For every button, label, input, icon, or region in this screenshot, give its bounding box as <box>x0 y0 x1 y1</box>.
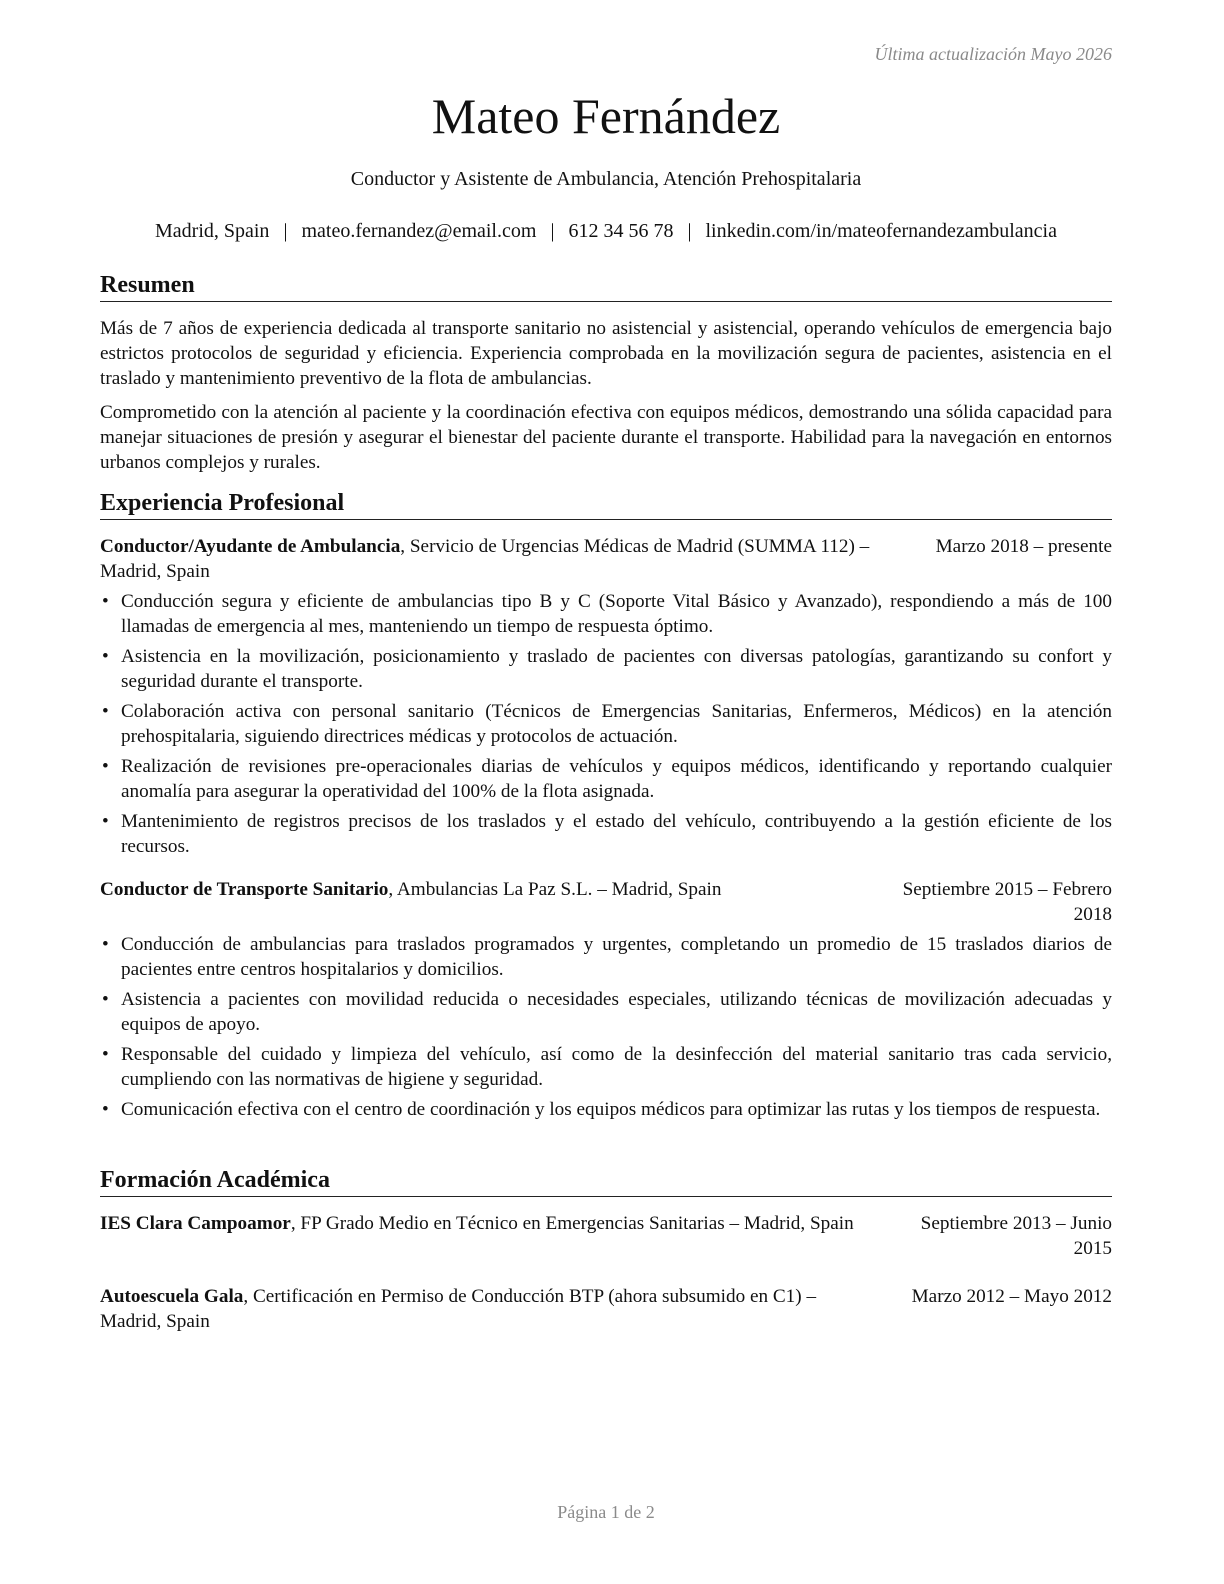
list-item <box>100 1042 1112 1092</box>
summary-section <box>100 270 1112 475</box>
contact-separator: | <box>550 220 555 242</box>
job-dates: Marzo 2018 – presente <box>935 536 1112 557</box>
bullet-text: Mantenimiento de registros precisos de los traslados y el estado del vehículo, contribuyendo a la gestión eficiente de los recursos. <box>121 811 1112 857</box>
list-item <box>100 809 1112 859</box>
summary-paragraph: Comprometido con la atención al paciente y la coordinación efectiva con equipos médicos, demostrando una sólida capacidad para manejar situaciones de presión y asegurar el bienestar del paciente durante el transporte. Habilidad para la navegación en entornos urbanos complejos y rurales. <box>100 402 1112 473</box>
education-header <box>100 1284 1112 1334</box>
education-entry <box>100 1284 1112 1334</box>
summary-body <box>100 316 1112 475</box>
bullet-dot: • <box>102 989 109 1010</box>
section-title-education: Formación Académica <box>100 1165 1112 1197</box>
bullet-dot: • <box>102 1044 109 1065</box>
bullet-dot: • <box>102 756 109 777</box>
education-institution: Autoescuela Gala <box>100 1286 244 1307</box>
education-institution: IES Clara Campoamor <box>100 1213 291 1234</box>
education-details: , FP Grado Medio en Técnico en Emergencias Sanitarias – Madrid, Spain <box>290 1213 854 1234</box>
bullet-text: Realización de revisiones pre-operacionales diarias de vehículos y equipos médicos, identificando y reportando cualquier anomalía para asegurar la operatividad del 100% de la flota asignada. <box>121 756 1112 802</box>
bullet-dot: • <box>102 934 109 955</box>
list-item <box>100 1097 1112 1122</box>
page-number: Página 1 de 2 <box>557 1502 655 1522</box>
bullet-dot: • <box>102 1099 109 1120</box>
contact-email[interactable]: mateo.fernandez@email.com <box>301 220 537 242</box>
contact-separator: | <box>283 220 288 242</box>
education-title-line <box>100 1284 880 1334</box>
job-dates: Septiembre 2015 – Febrero 2018 <box>902 879 1112 925</box>
bullet-dot: • <box>102 646 109 667</box>
contact-phone: 612 34 56 78 <box>568 220 674 242</box>
contact-separator: | <box>687 220 692 242</box>
bullet-text: Conducción segura y eficiente de ambulancias tipo B y C (Soporte Vital Básico y Avanzado), respondiendo a más de 100 llamadas de emergencia al mes, manteniendo un tiempo de respuesta óptimo. <box>121 591 1112 637</box>
job-entry <box>100 877 1112 1122</box>
education-dates: Marzo 2012 – Mayo 2012 <box>911 1286 1112 1307</box>
list-item <box>100 754 1112 804</box>
bullet-text: Colaboración activa con personal sanitario (Técnicos de Emergencias Sanitarias, Enfermeros, Médicos) en la atención prehospitalaria, siguiendo directrices médicas y protocolos de actuación. <box>121 701 1112 747</box>
job-role: Conductor/Ayudante de Ambulancia <box>100 536 401 557</box>
summary-paragraph: Más de 7 años de experiencia dedicada al transporte sanitario no asistencial y asistencial, operando vehículos de emergencia bajo estrictos protocolos de seguridad y eficiencia. Experiencia comprobada en la movilización segura de pacientes, asistencia en el traslado y mantenimiento preventivo de la flota de ambulancias. <box>100 318 1112 389</box>
bullet-dot: • <box>102 701 109 722</box>
experience-section <box>100 488 1112 1127</box>
education-entry <box>100 1211 1112 1261</box>
contact-line <box>100 218 1112 244</box>
last-updated-note: Última actualización Mayo 2026 <box>874 44 1112 64</box>
resume-page <box>100 0 1112 1584</box>
candidate-tagline: Conductor y Asistente de Ambulancia, Atención Prehospitalaria <box>350 168 862 190</box>
bullet-text: Conducción de ambulancias para traslados programados y urgentes, completando un promedio de 15 traslados diarios de pacientes entre centros hospitalarios y domicilios. <box>121 934 1112 980</box>
bullet-text: Asistencia a pacientes con movilidad reducida o necesidades especiales, utilizando técnicas de movilización adecuadas y equipos de apoyo. <box>121 989 1112 1035</box>
job-bullet-list <box>100 589 1112 859</box>
job-title-line <box>100 877 854 902</box>
job-role: Conductor de Transporte Sanitario <box>100 879 389 900</box>
list-item <box>100 699 1112 749</box>
section-title-experience: Experiencia Profesional <box>100 488 1112 520</box>
list-item <box>100 589 1112 639</box>
job-header <box>100 534 1112 584</box>
education-details: , Certificación en Permiso de Conducción BTP (ahora subsumido en C1) – Madrid, Spain <box>100 1286 817 1332</box>
education-section <box>100 1165 1112 1334</box>
job-bullet-list <box>100 932 1112 1122</box>
section-title-summary: Resumen <box>100 270 1112 302</box>
list-item <box>100 932 1112 982</box>
job-header <box>100 877 1112 927</box>
contact-linkedin[interactable]: linkedin.com/in/mateofernandezambulancia <box>705 220 1057 242</box>
job-entry <box>100 534 1112 859</box>
education-title-line <box>100 1211 880 1236</box>
list-item <box>100 987 1112 1037</box>
list-item <box>100 644 1112 694</box>
bullet-text: Responsable del cuidado y limpieza del vehículo, así como de la desinfección del material sanitario tras cada servicio, cumpliendo con las normativas de higiene y seguridad. <box>121 1044 1112 1090</box>
education-header <box>100 1211 1112 1261</box>
bullet-text: Comunicación efectiva con el centro de coordinación y los equipos médicos para optimizar las rutas y los tiempos de respuesta. <box>121 1099 1101 1120</box>
job-title-line <box>100 534 890 584</box>
contact-location: Madrid, Spain <box>155 220 270 242</box>
bullet-dot: • <box>102 591 109 612</box>
education-dates: Septiembre 2013 – Junio 2015 <box>920 1213 1112 1259</box>
job-details: , Ambulancias La Paz S.L. – Madrid, Spain <box>388 879 722 900</box>
candidate-name: Mateo Fernández <box>431 88 781 144</box>
bullet-dot: • <box>102 811 109 832</box>
bullet-text: Asistencia en la movilización, posicionamiento y traslado de pacientes con diversas patologías, garantizando su confort y seguridad durante el transporte. <box>121 646 1112 692</box>
job-details: , Servicio de Urgencias Médicas de Madrid (SUMMA 112) – Madrid, Spain <box>100 536 870 582</box>
